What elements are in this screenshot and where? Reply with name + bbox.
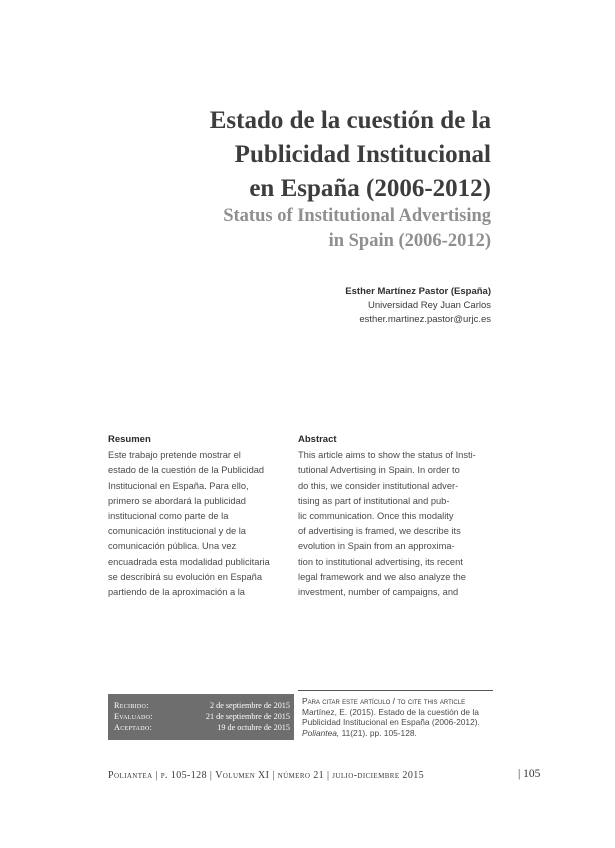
footer-pages: p. 105-128 — [160, 770, 207, 781]
citation-divider — [298, 690, 493, 691]
resumen-column — [108, 432, 294, 600]
date-label: Aceptado: — [114, 723, 153, 732]
resumen-line: institucional como parte de la — [108, 511, 229, 522]
date-row-evaluated — [114, 712, 290, 723]
abstract-line: investment, number of campaigns, and — [298, 587, 459, 598]
resumen-line: Institucional en España. Para ello, — [108, 480, 249, 491]
citation-journal: Poliantea, — [302, 727, 340, 738]
footer-number: número 21 — [277, 770, 325, 781]
author-name: Esther Martínez Pastor (España) — [345, 286, 491, 297]
resumen-line: Este trabajo pretende mostrar el — [108, 450, 241, 461]
resumen-line: estado de la cuestión de la Publicidad — [108, 465, 265, 476]
abstract-line: legal framework and we also analyze the — [298, 571, 466, 582]
abstract-line: evolution in Spain from an approxima- — [298, 541, 455, 552]
footer-separator: | — [324, 770, 333, 781]
abstract-line: lic communication. Once this modality — [298, 511, 454, 522]
subtitle-line: Status of Institutional Advertising — [223, 206, 491, 226]
date-value: 19 de octubre de 2015 — [217, 723, 290, 732]
abstract-line: of advertising is framed, we describe its — [298, 526, 461, 537]
footer-separator: | — [206, 770, 216, 781]
citation-block — [302, 696, 494, 738]
resumen-line: comunicación institucional y de la — [108, 526, 246, 537]
citation-line: Martínez, E. (2015). Estado de la cuestión de la — [302, 706, 479, 717]
footer-separator: | — [152, 770, 161, 781]
dates-box — [108, 694, 294, 740]
date-label: Evaluado: — [114, 712, 153, 721]
abstract-line: tising as part of institutional and pub- — [298, 495, 450, 506]
footer-period: julio-diciembre 2015 — [332, 770, 425, 781]
title-line: Estado de la cuestión de la — [209, 107, 491, 134]
abstract-line: do this, we consider institutional adver- — [298, 480, 459, 491]
author-affiliation: Universidad Rey Juan Carlos — [367, 300, 491, 311]
page-number: | 105 — [518, 768, 541, 780]
abstract-line: This article aims to show the status of Insti- — [298, 450, 476, 461]
citation-volume-pages: 11(21). pp. 105-128. — [339, 727, 417, 738]
article-title — [71, 104, 491, 206]
date-value: 21 de septiembre de 2015 — [205, 712, 290, 721]
title-line: Publicidad Institucional — [234, 141, 491, 168]
citation-heading: Para citar este artículo / to cite this article — [302, 696, 466, 706]
abstract-heading: Abstract — [298, 434, 337, 445]
date-value: 2 de septiembre de 2015 — [209, 701, 290, 710]
footer-separator: | — [269, 770, 278, 781]
resumen-line: encuadrada esta modalidad publicitaria — [108, 556, 270, 567]
subtitle-line: in Spain (2006-2012) — [328, 231, 491, 251]
resumen-heading: Resumen — [108, 434, 151, 445]
date-row-accepted — [114, 723, 290, 734]
resumen-line: se describirá su evolución en España — [108, 571, 263, 582]
abstract-line: tion to institutional advertising, its recent — [298, 556, 463, 567]
footer-volume: Volumen XI — [215, 770, 270, 781]
date-label: Recibido: — [114, 701, 149, 710]
author-block — [191, 285, 491, 327]
running-footer — [108, 770, 424, 781]
resumen-line: comunicación pública. Una vez — [108, 541, 237, 552]
resumen-line: primero se abordará la publicidad — [108, 495, 246, 506]
citation-line: Publicidad Institucional en España (2006-2012). — [302, 717, 480, 727]
footer-journal: Poliantea — [108, 770, 153, 781]
citation-line — [302, 728, 494, 739]
article-subtitle — [71, 204, 491, 254]
date-row-received — [114, 701, 290, 712]
resumen-line: partiendo de la aproximación a la — [108, 587, 245, 598]
author-email[interactable]: esther.martinez.pastor@urjc.es — [359, 314, 491, 325]
abstract-column — [298, 432, 484, 600]
abstract-line: tutional Advertising in Spain. In order to — [298, 465, 460, 476]
title-line: en España (2006-2012) — [249, 175, 491, 202]
